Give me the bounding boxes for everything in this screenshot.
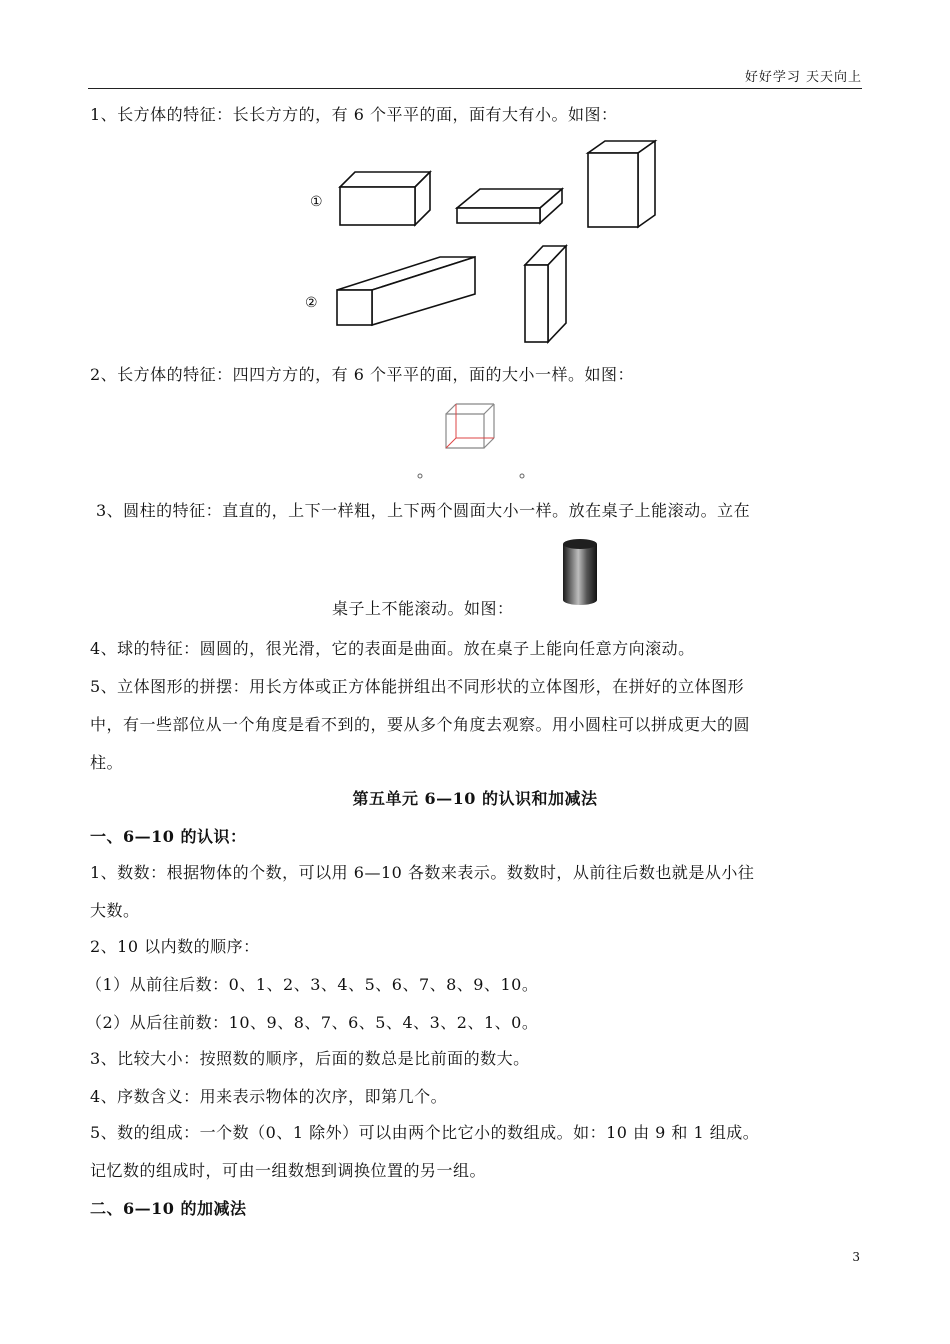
item-order-forward: （1）从前往后数：0、1、2、3、4、5、6、7、8、9、10。 — [86, 975, 539, 994]
item-composition: 5、数的组成：一个数（0、1 除外）可以由两个比它小的数组成。如：10 由 9 和 1 组成。 — [90, 1123, 760, 1142]
paragraph-cylinder-line1: 3、圆柱的特征：直直的，上下一样粗，上下两个圆面大小一样。放在桌子上能滚动。立在 — [96, 501, 751, 520]
cuboid-shape-e — [525, 246, 566, 342]
paragraph-sphere: 4、球的特征：圆圆的，很光滑，它的表面是曲面。放在桌子上能向任意方向滚动。 — [90, 639, 695, 658]
item-counting-line2: 大数。 — [90, 901, 140, 920]
item-order-backward: （2）从后往前数：10、9、8、7、6、5、4、3、2、1、0。 — [86, 1013, 539, 1032]
page-number: 3 — [852, 1250, 860, 1264]
figure-marker-2: ② — [305, 295, 318, 311]
cuboid-shape-a — [340, 172, 430, 225]
paragraph-cylinder-line2: 桌子上不能滚动。如图： — [332, 599, 514, 618]
cuboid-shape-c — [588, 141, 655, 227]
unit-title: 第五单元 6—10 的认识和加减法 — [352, 789, 598, 808]
cuboid-shape-b — [457, 189, 562, 223]
item-compare: 3、比较大小：按照数的顺序，后面的数总是比前面的数大。 — [90, 1049, 530, 1068]
item-composition-note: 记忆数的组成时，可由一组数想到调换位置的另一组。 — [90, 1161, 487, 1180]
heading-add-subtract: 二、6—10 的加减法 — [90, 1199, 247, 1218]
cuboids-figure — [300, 135, 670, 350]
heading-recognition: 一、6—10 的认识： — [90, 827, 247, 846]
paragraph-stacking-line1: 5、立体图形的拼摆：用长方体或正方体能拼组出不同形状的立体图形，在拼好的立体图形 — [90, 677, 745, 696]
paragraph-cuboid-2: 2、长方体的特征：四四方方的，有 6 个平平的面，面的大小一样。如图： — [90, 365, 635, 384]
figure-marker-1: ① — [310, 194, 323, 210]
paragraph-stacking-line3: 柱。 — [90, 753, 124, 772]
cuboid-shape-d — [337, 257, 475, 325]
item-counting-line1: 1、数数：根据物体的个数，可以用 6—10 各数来表示。数数时，从前往后数也就是从小往 — [90, 863, 755, 882]
item-ordinal: 4、序数含义：用来表示物体的次序，即第几个。 — [90, 1087, 448, 1106]
paragraph-stacking-line2: 中，有一些部位从一个角度是看不到的，要从多个角度去观察。用小圆柱可以拼成更大的圆 — [90, 715, 751, 734]
cube-figure — [410, 398, 540, 488]
page-header-text: 好好学习 天天向上 — [744, 70, 862, 85]
cylinder-figure — [560, 536, 600, 608]
item-order: 2、10 以内数的顺序： — [90, 937, 260, 956]
header-rule — [88, 88, 862, 89]
paragraph-cuboid-1: 1、长方体的特征：长长方方的，有 6 个平平的面，面有大有小。如图： — [90, 105, 618, 124]
